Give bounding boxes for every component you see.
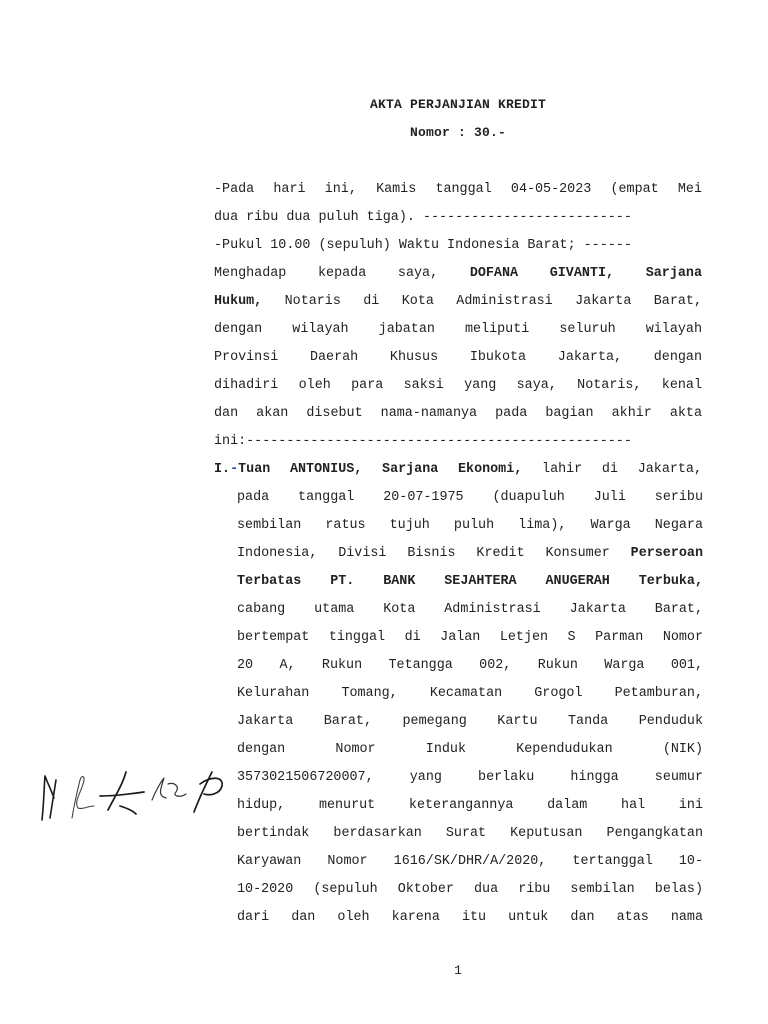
body-line: dari dan oleh karena itu untuk dan atas nama bbox=[237, 910, 703, 925]
text-run: Indonesia, Divisi Bisnis Kredit Konsumer bbox=[237, 546, 610, 561]
body-line: Provinsi Daerah Khusus Ibukota Jakarta, dengan bbox=[214, 350, 702, 365]
body-line: -Pukul 10.00 (sepuluh) Waktu Indonesia Barat; ------ bbox=[214, 238, 632, 253]
text-run: Menghadap kepada saya, bbox=[214, 266, 439, 281]
body-line: bertempat tinggal di Jalan Letjen S Parman Nomor bbox=[237, 630, 703, 645]
body-line: dengan wilayah jabatan meliputi seluruh wilayah bbox=[214, 322, 702, 337]
body-line: ini:------------------------------------------------ bbox=[214, 434, 632, 449]
body-line: Jakarta Barat, pemegang Kartu Tanda Penduduk bbox=[237, 714, 703, 729]
body-line: bertindak berdasarkan Surat Keputusan Pengangkatan bbox=[237, 826, 703, 841]
body-line: dan akan disebut nama-namanya pada bagian akhir akta bbox=[214, 406, 702, 421]
signature-mark bbox=[72, 777, 94, 818]
body-line: dengan Nomor Induk Kependudukan (NIK) bbox=[237, 742, 703, 757]
body-line: cabang utama Kota Administrasi Jakarta Barat, bbox=[237, 602, 703, 617]
section-dash: - bbox=[230, 462, 239, 477]
body-line: 20 A, Rukun Tetangga 002, Rukun Warga 001, bbox=[237, 658, 703, 673]
notary-degree: Sarjana bbox=[645, 266, 702, 281]
document-number: Nomor : 30.- bbox=[409, 125, 506, 140]
body-line bbox=[214, 294, 702, 311]
company-name: Perseroan bbox=[630, 546, 703, 561]
body-line: Kelurahan Tomang, Kecamatan Grogol Petamburan, bbox=[237, 686, 703, 701]
party-name: Tuan ANTONIUS, Sarjana Ekonomi, bbox=[238, 462, 523, 477]
section-number: I. bbox=[214, 462, 231, 477]
body-line: Karyawan Nomor 1616/SK/DHR/A/2020, tertanggal 10- bbox=[237, 854, 703, 869]
notary-degree: Hukum, bbox=[214, 294, 263, 309]
body-line: 10-2020 (sepuluh Oktober dua ribu sembilan belas) bbox=[237, 882, 703, 897]
paraf-signatures bbox=[34, 762, 234, 832]
body-line: 3573021506720007, yang berlaku hingga seumur bbox=[237, 770, 703, 785]
section-heading bbox=[214, 462, 702, 479]
signature-mark bbox=[152, 778, 186, 800]
body-line: hidup, menurut keterangannya dalam hal ini bbox=[237, 798, 703, 813]
body-line: dihadiri oleh para saksi yang saya, Notaris, kenal bbox=[214, 378, 702, 393]
signature-mark bbox=[194, 772, 222, 812]
signature-mark bbox=[42, 776, 56, 820]
text-run: Notaris di Kota Administrasi Jakarta Barat, bbox=[284, 294, 702, 309]
page-number: 1 bbox=[454, 963, 462, 978]
body-line bbox=[237, 546, 703, 563]
body-line: pada tanggal 20-07-1975 (duapuluh Juli seribu bbox=[237, 490, 703, 505]
body-line: dua ribu dua puluh tiga). -------------------------- bbox=[214, 210, 632, 225]
document-title: AKTA PERJANJIAN KREDIT bbox=[369, 97, 547, 112]
body-line bbox=[214, 266, 702, 283]
notary-name: DOFANA GIVANTI, bbox=[469, 266, 615, 281]
text-run: lahir di Jakarta, bbox=[542, 462, 702, 477]
body-line: sembilan ratus tujuh puluh lima), Warga Negara bbox=[237, 518, 703, 533]
body-line: -Pada hari ini, Kamis tanggal 04-05-2023 (empat Mei bbox=[214, 182, 702, 197]
company-name: Terbatas PT. BANK SEJAHTERA ANUGERAH Terbuka, bbox=[237, 574, 703, 589]
signature-mark bbox=[100, 772, 144, 814]
